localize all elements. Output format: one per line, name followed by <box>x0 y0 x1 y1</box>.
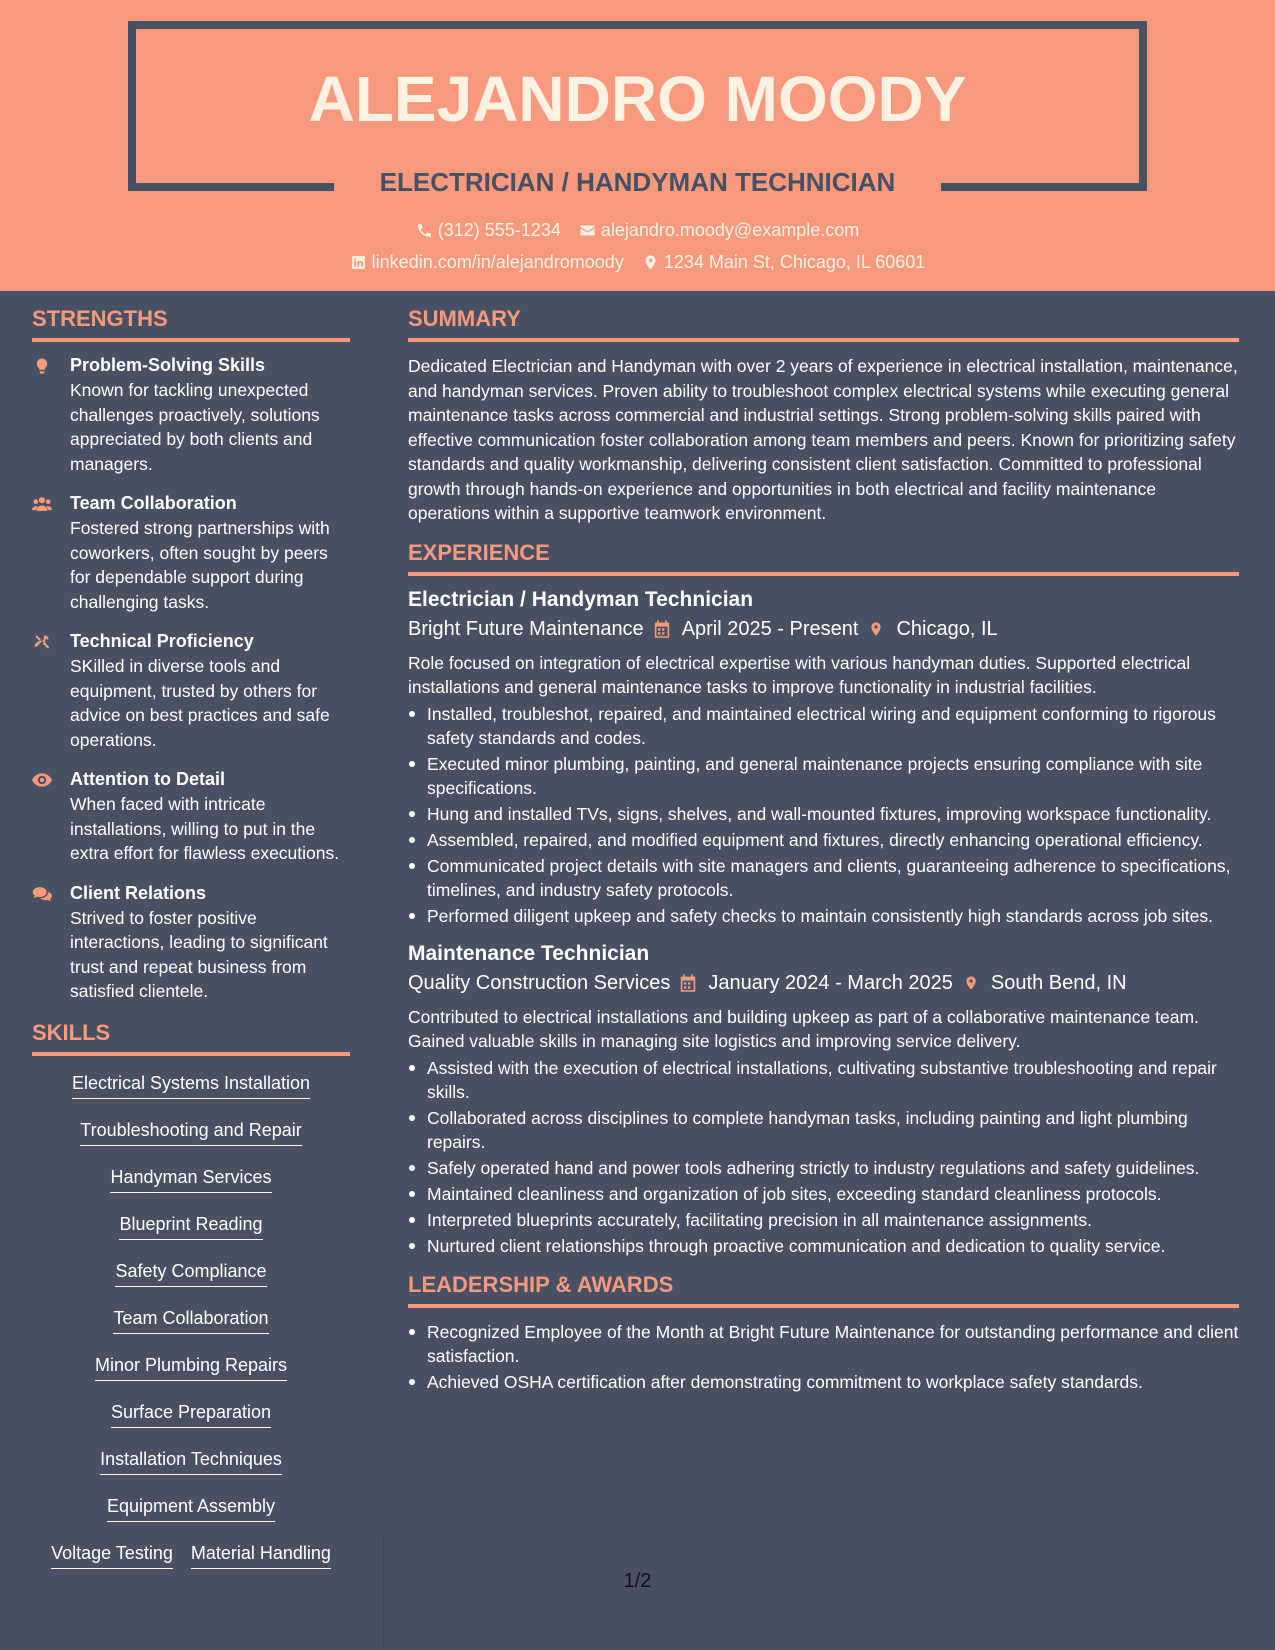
linkedin-text: linkedin.com/in/alejandromoody <box>371 252 624 272</box>
strength-item <box>32 882 350 1004</box>
map-pin-icon <box>642 254 659 271</box>
skills-heading: SKILLS <box>32 1020 350 1056</box>
address-text: 1234 Main St, Chicago, IL 60601 <box>663 252 926 272</box>
email-text: alejandro.moody@example.com <box>600 220 860 240</box>
contact-row-2 <box>0 252 1275 273</box>
lightbulb-icon <box>32 357 52 375</box>
strength-title: Problem-Solving Skills <box>70 355 266 375</box>
strength-desc: When faced with intricate installations, willing to put in the extra effort for flawless executions. <box>70 794 340 863</box>
job-title: Electrician / Handyman Technician <box>408 587 754 611</box>
list-item: Performed diligent upkeep and safety checks to maintain consistently high standards across job sites. <box>408 904 1239 928</box>
strength-title: Attention to Detail <box>70 769 225 789</box>
users-icon <box>32 495 52 513</box>
left-column <box>32 306 350 1589</box>
awards-list <box>408 1320 1239 1394</box>
list-item: Achieved OSHA certification after demonstrating commitment to workplace safety standards. <box>408 1370 1239 1394</box>
skill-list <box>32 1072 350 1589</box>
calendar-icon <box>654 619 670 639</box>
page-number: 1/2 <box>623 1570 652 1592</box>
list-item: Safely operated hand and power tools adhering strictly to industry regulations and safety guidelines. <box>408 1156 1239 1180</box>
strength-title: Technical Proficiency <box>70 631 254 651</box>
job-dates: January 2024 - March 2025 <box>708 971 953 994</box>
skill-tag: Safety Compliance <box>115 1260 266 1287</box>
job-dates: April 2025 - Present <box>681 617 859 640</box>
list-item: Hung and installed TVs, signs, shelves, and wall-mounted fixtures, improving workspace functionality. <box>408 802 1239 826</box>
strength-item <box>32 492 350 614</box>
skill-tag: Troubleshooting and Repair <box>80 1119 301 1146</box>
list-item: Assembled, repaired, and modified equipment and fixtures, directly enhancing operational efficiency. <box>408 828 1239 852</box>
phone-icon <box>416 222 433 239</box>
list-item: Installed, troubleshot, repaired, and maintained electrical wiring and equipment conforming to rigorous safety standards and codes. <box>408 702 1239 750</box>
strength-item <box>32 630 350 752</box>
strength-title: Team Collaboration <box>70 493 237 513</box>
job-meta <box>408 972 1239 995</box>
linkedin-icon <box>350 254 367 271</box>
list-item: Interpreted blueprints accurately, facilitating precision in all maintenance assignments. <box>408 1208 1239 1232</box>
phone-contact[interactable] <box>416 220 561 241</box>
job-company: Quality Construction Services <box>408 971 671 994</box>
strengths-heading: STRENGTHS <box>32 306 350 342</box>
address-contact <box>642 252 926 273</box>
list-item: Assisted with the execution of electrical installations, cultivating substantive troubleshooting and repair skills. <box>408 1056 1239 1104</box>
skill-tag: Handyman Services <box>110 1166 271 1193</box>
strength-title: Client Relations <box>70 882 207 903</box>
skill-tag: Installation Techniques <box>100 1448 282 1475</box>
calendar-icon <box>680 973 696 993</box>
strength-desc: Known for tackling unexpected challenges proactively, solutions appreciated by both clients and managers. <box>70 380 320 474</box>
job-company: Bright Future Maintenance <box>408 617 644 640</box>
summary-heading: SUMMARY <box>408 306 1239 342</box>
map-pin-icon <box>963 973 979 993</box>
strength-item <box>32 354 350 476</box>
strength-desc: Fostered strong partnerships with coworkers, often sought by peers for dependable support during challenging tasks. <box>70 518 330 612</box>
map-pin-icon <box>868 619 884 639</box>
skill-tag: Surface Preparation <box>111 1401 271 1428</box>
job-entry <box>408 942 1239 1258</box>
list-item: Maintained cleanliness and organization of job sites, exceeding standard cleanliness protocols. <box>408 1182 1239 1206</box>
linkedin-contact[interactable] <box>350 252 624 273</box>
strength-desc: Strived to foster positive interactions, leading to significant trust and repeat business from satisfied clientele. <box>70 907 328 1001</box>
strength-desc: SKilled in diverse tools and equipment, trusted by others for advice on best practices and safe operations. <box>70 656 330 750</box>
job-entry <box>408 588 1239 928</box>
job-bullets <box>408 702 1239 928</box>
eye-icon <box>32 771 52 789</box>
strength-item <box>32 768 350 866</box>
tools-icon <box>32 633 52 651</box>
candidate-name: ALEJANDRO MOODY <box>308 63 967 135</box>
job-description: Contributed to electrical installations and building upkeep as part of a collaborative maintenance team. Gained valuable skills in managing site logistics and improving service delivery. <box>408 1006 1199 1051</box>
email-contact[interactable] <box>579 220 859 241</box>
job-location: Chicago, IL <box>896 617 998 640</box>
right-column <box>408 306 1239 1408</box>
skill-tag: Minor Plumbing Repairs <box>95 1354 287 1381</box>
contact-row-1 <box>0 220 1275 241</box>
list-item: Executed minor plumbing, painting, and general maintenance projects ensuring compliance with site specifications. <box>408 752 1239 800</box>
experience-heading: EXPERIENCE <box>408 540 1239 576</box>
list-item: Recognized Employee of the Month at Bright Future Maintenance for outstanding performance and client satisfaction. <box>408 1320 1239 1368</box>
chat-icon <box>32 885 52 903</box>
summary-text: Dedicated Electrician and Handyman with over 2 years of experience in electrical installation, maintenance, and handyman services. Proven ability to troubleshoot complex electrical systems while executing general maintenance tasks across commercial and industrial settings. Strong problem-solving skills paired with effective communication foster collaboration among team members and peers. Known for prioritizing safety standards and quality workmanship, delivering consistent client satisfaction. Committed to professional growth through hands-on experience and opportunities in both electrical and facility maintenance operations within a supportive teamwork environment. <box>408 356 1238 523</box>
job-location: South Bend, IN <box>990 971 1127 994</box>
job-meta <box>408 618 1239 641</box>
skill-tag: Team Collaboration <box>113 1307 268 1334</box>
header <box>0 0 1275 291</box>
skill-tag: Electrical Systems Installation <box>72 1072 310 1099</box>
skill-tag: Voltage Testing <box>51 1542 173 1569</box>
envelope-icon <box>579 222 596 239</box>
job-title: Maintenance Technician <box>408 941 650 965</box>
phone-text: (312) 555-1234 <box>437 220 561 240</box>
list-item: Nurtured client relationships through proactive communication and dedication to quality service. <box>408 1234 1239 1258</box>
job-title-header: ELECTRICIAN / HANDYMAN TECHNICIAN <box>379 167 896 197</box>
list-item: Communicated project details with site managers and clients, guaranteeing adherence to specifications, timelines, and industry safety protocols. <box>408 854 1239 902</box>
skill-tag: Blueprint Reading <box>119 1213 262 1240</box>
awards-heading: LEADERSHIP & AWARDS <box>408 1272 1239 1308</box>
job-bullets <box>408 1056 1239 1258</box>
list-item: Collaborated across disciplines to complete handyman tasks, including painting and light plumbing repairs. <box>408 1106 1239 1154</box>
skill-tag: Material Handling <box>191 1542 331 1569</box>
skill-tag: Equipment Assembly <box>107 1495 275 1522</box>
job-description: Role focused on integration of electrical expertise with various handyman duties. Supported electrical installations and general maintenance tasks to improve functionality in industrial facilities. <box>408 652 1191 697</box>
